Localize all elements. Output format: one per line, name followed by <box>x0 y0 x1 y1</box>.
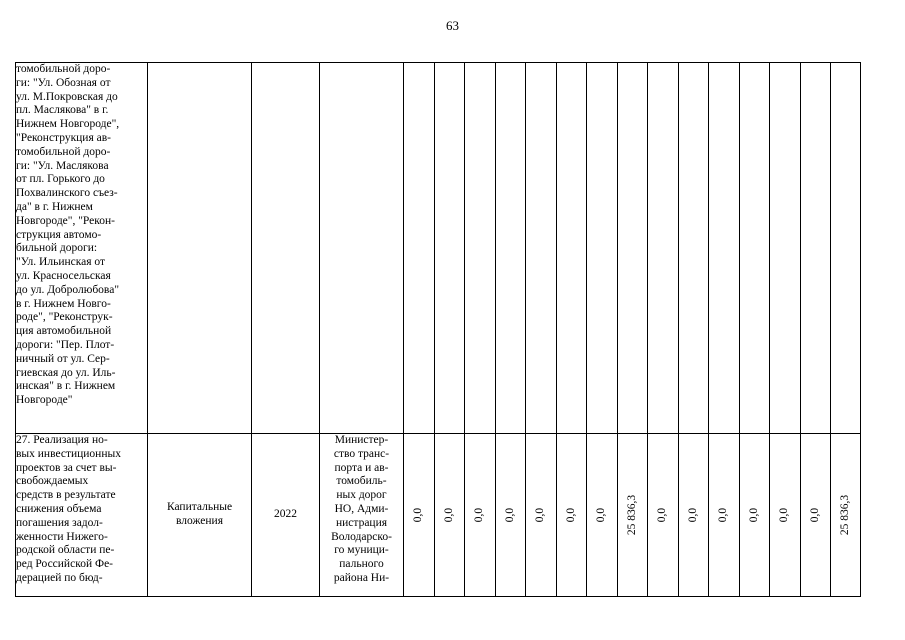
table-row <box>16 63 861 434</box>
value-cell <box>679 63 709 434</box>
value-cell <box>648 63 679 434</box>
value-cell <box>770 434 801 597</box>
value-text: 0,0 <box>564 507 577 523</box>
value-text: 0,0 <box>717 507 730 523</box>
description-cell <box>16 434 148 597</box>
year-cell: 2022 <box>252 434 320 597</box>
value-cell <box>526 63 557 434</box>
page-number: 63 <box>446 18 459 33</box>
value-cell <box>618 434 648 597</box>
value-cell <box>740 63 770 434</box>
value-cell <box>404 63 435 434</box>
value-cell <box>435 434 465 597</box>
value-text: 0,0 <box>442 507 455 523</box>
value-text: 0,0 <box>412 507 425 523</box>
value-cell <box>435 63 465 434</box>
value-cell <box>496 434 526 597</box>
value-cell <box>679 434 709 597</box>
value-text: 0,0 <box>534 507 547 523</box>
value-cell <box>831 434 861 597</box>
value-cell <box>770 63 801 434</box>
value-cell <box>526 434 557 597</box>
budget-table <box>15 62 861 597</box>
value-cell <box>618 63 648 434</box>
value-text: 0,0 <box>747 507 760 523</box>
value-text: 0,0 <box>808 507 821 523</box>
value-cell <box>557 63 587 434</box>
value-cell <box>587 434 618 597</box>
value-cell <box>496 63 526 434</box>
value-text: 25 836,3 <box>838 494 851 536</box>
value-text: 0,0 <box>656 507 669 523</box>
value-text: 0,0 <box>778 507 791 523</box>
value-cell <box>587 63 618 434</box>
description-cell <box>16 63 148 434</box>
value-cell <box>557 434 587 597</box>
description-text: 27. Реализация но- вых инвестиционных проектов за счет вы- свобождаемых средств в результате снижения объема погашения задол- женности Нижего- родской области пе- ред Российской Фе- дерацией по бюд- <box>16 434 121 584</box>
year-cell <box>252 63 320 434</box>
expense-type-cell: Капитальные вложения <box>148 434 252 597</box>
value-text: 25 836,3 <box>625 494 638 536</box>
value-cell <box>465 63 496 434</box>
value-cell <box>709 63 740 434</box>
value-cell <box>740 434 770 597</box>
value-text: 0,0 <box>595 507 608 523</box>
value-cell <box>831 63 861 434</box>
value-text: 0,0 <box>473 507 486 523</box>
executor-text: Министер- ство транс- порта и ав- томобиль- ных дорог НО, Адми- нистрация Володарско- го муници- пального района Ни- <box>331 434 392 584</box>
table-row <box>16 434 861 597</box>
value-text: 0,0 <box>686 507 699 523</box>
value-cell <box>465 434 496 597</box>
executor-cell <box>320 63 404 434</box>
expense-type-cell <box>148 63 252 434</box>
value-cell <box>801 434 831 597</box>
value-cell <box>404 434 435 597</box>
value-text: 0,0 <box>503 507 516 523</box>
value-cell <box>648 434 679 597</box>
description-text: томобильной доро- ги: "Ул. Обозная от ул. М.Покровская до пл. Маслякова" в г. Нижнем Новгороде", "Реконструкция ав- томобильной доро- ги: "Ул. Маслякова от пл. Горького до Похвалинского съез- да" в г. Нижнем Новгороде", "Рекон- струкция автомо- бильной дороги: "Ул. Ильинская от ул. Красносельская до ул. Добролюбова" в г. Нижнем Новго- роде", "Реконструк- ция автомобильной дороги: "Пер. Плот- ничный от ул. Сер- гиевская до ул. Иль- инская" в г. Нижнем Новгороде" <box>16 63 120 407</box>
executor-cell <box>320 434 404 597</box>
value-cell <box>801 63 831 434</box>
value-cell <box>709 434 740 597</box>
